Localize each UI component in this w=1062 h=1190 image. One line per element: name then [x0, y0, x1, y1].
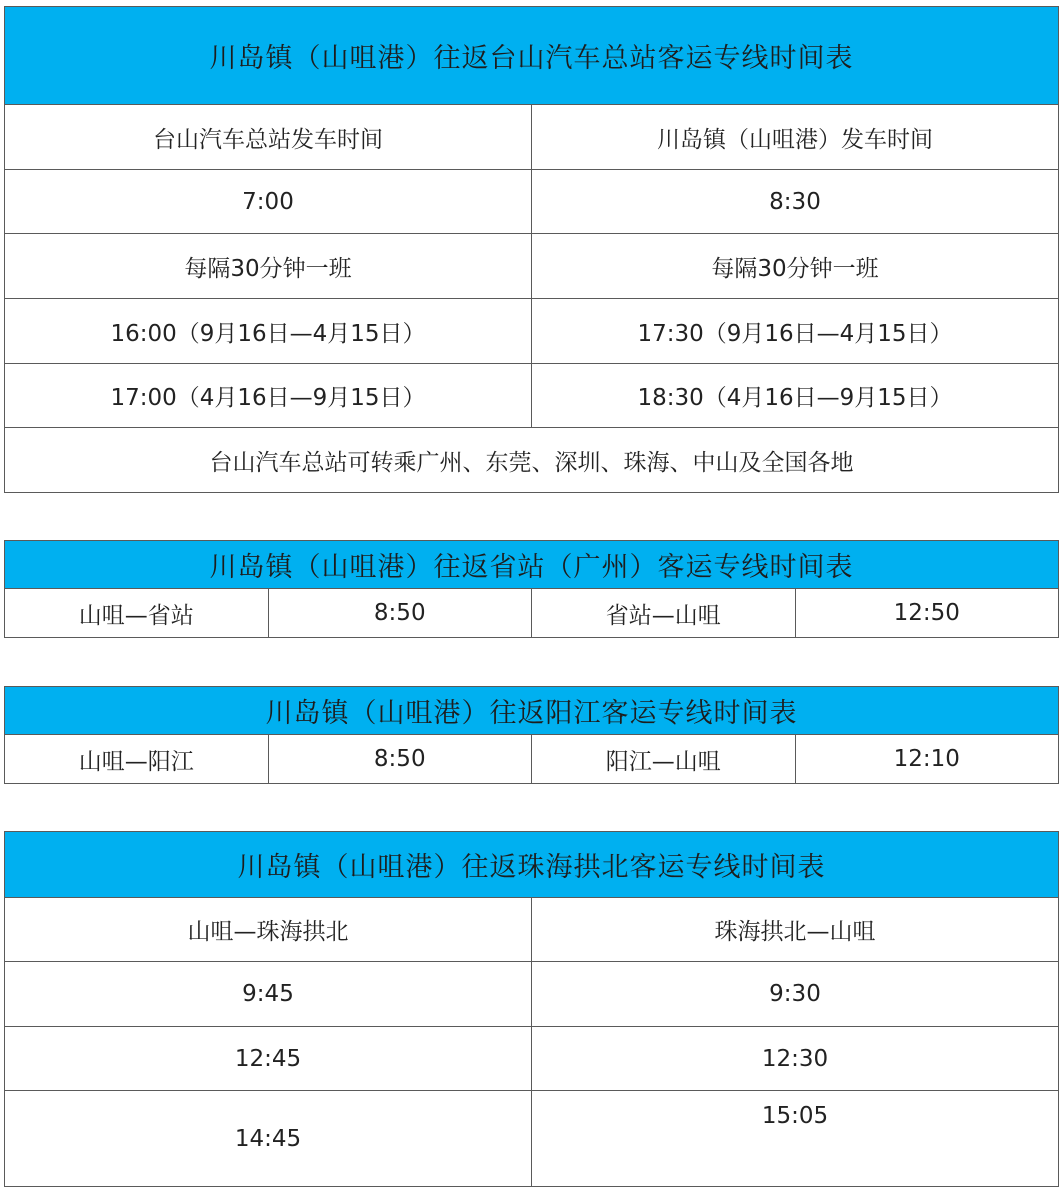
table-row [5, 299, 1059, 364]
time-cell: 9:30 [532, 962, 1059, 1027]
time-cell: 12:50 [795, 589, 1059, 638]
yangjiang-timetable [4, 686, 1059, 784]
taishan-time-cell: 每隔30分钟一班 [5, 234, 532, 299]
taishan-time-cell: 17:00（4月16日—9月15日） [5, 364, 532, 428]
time-cell: 14:45 [5, 1091, 532, 1187]
table-row [5, 735, 1059, 784]
shanju-time-cell: 8:30 [532, 170, 1059, 234]
time-cell: 12:30 [532, 1027, 1059, 1091]
guangzhou-title: 川岛镇（山咀港）往返省站（广州）客运专线时间表 [5, 541, 1059, 589]
zhuhai-title: 川岛镇（山咀港）往返珠海拱北客运专线时间表 [5, 832, 1059, 898]
time-cell: 9:45 [5, 962, 532, 1027]
guangzhou-timetable [4, 540, 1059, 638]
zhuhai-to-shanju-header: 珠海拱北—山咀 [532, 898, 1059, 962]
table-row [5, 589, 1059, 638]
time-cell: 15:05 [532, 1091, 1059, 1187]
route-cell: 山咀—阳江 [5, 735, 269, 784]
table-row [5, 962, 1059, 1027]
route-cell: 山咀—省站 [5, 589, 269, 638]
shanju-time-cell: 每隔30分钟一班 [532, 234, 1059, 299]
yangjiang-title: 川岛镇（山咀港）往返阳江客运专线时间表 [5, 687, 1059, 735]
time-cell: 8:50 [268, 589, 532, 638]
time-cell: 12:10 [795, 735, 1059, 784]
taishan-time-cell: 7:00 [5, 170, 532, 234]
route-cell: 阳江—山咀 [532, 735, 796, 784]
table-row [5, 1027, 1059, 1091]
shanju-to-zhuhai-header: 山咀—珠海拱北 [5, 898, 532, 962]
table-row [5, 1091, 1059, 1187]
route-cell: 省站—山咀 [532, 589, 796, 638]
transfer-note: 台山汽车总站可转乘广州、东莞、深圳、珠海、中山及全国各地 [5, 428, 1059, 493]
zhuhai-timetable [4, 831, 1059, 1187]
time-cell: 12:45 [5, 1027, 532, 1091]
taishan-time-cell: 16:00（9月16日—4月15日） [5, 299, 532, 364]
table-row [5, 234, 1059, 299]
taishan-col-header-departure: 台山汽车总站发车时间 [5, 105, 532, 170]
shanju-col-header-departure: 川岛镇（山咀港）发车时间 [532, 105, 1059, 170]
table-row [5, 364, 1059, 428]
taishan-title: 川岛镇（山咀港）往返台山汽车总站客运专线时间表 [5, 7, 1059, 105]
shanju-time-cell: 18:30（4月16日—9月15日） [532, 364, 1059, 428]
time-cell: 8:50 [268, 735, 532, 784]
shanju-time-cell: 17:30（9月16日—4月15日） [532, 299, 1059, 364]
table-row [5, 170, 1059, 234]
taishan-timetable [4, 6, 1059, 493]
